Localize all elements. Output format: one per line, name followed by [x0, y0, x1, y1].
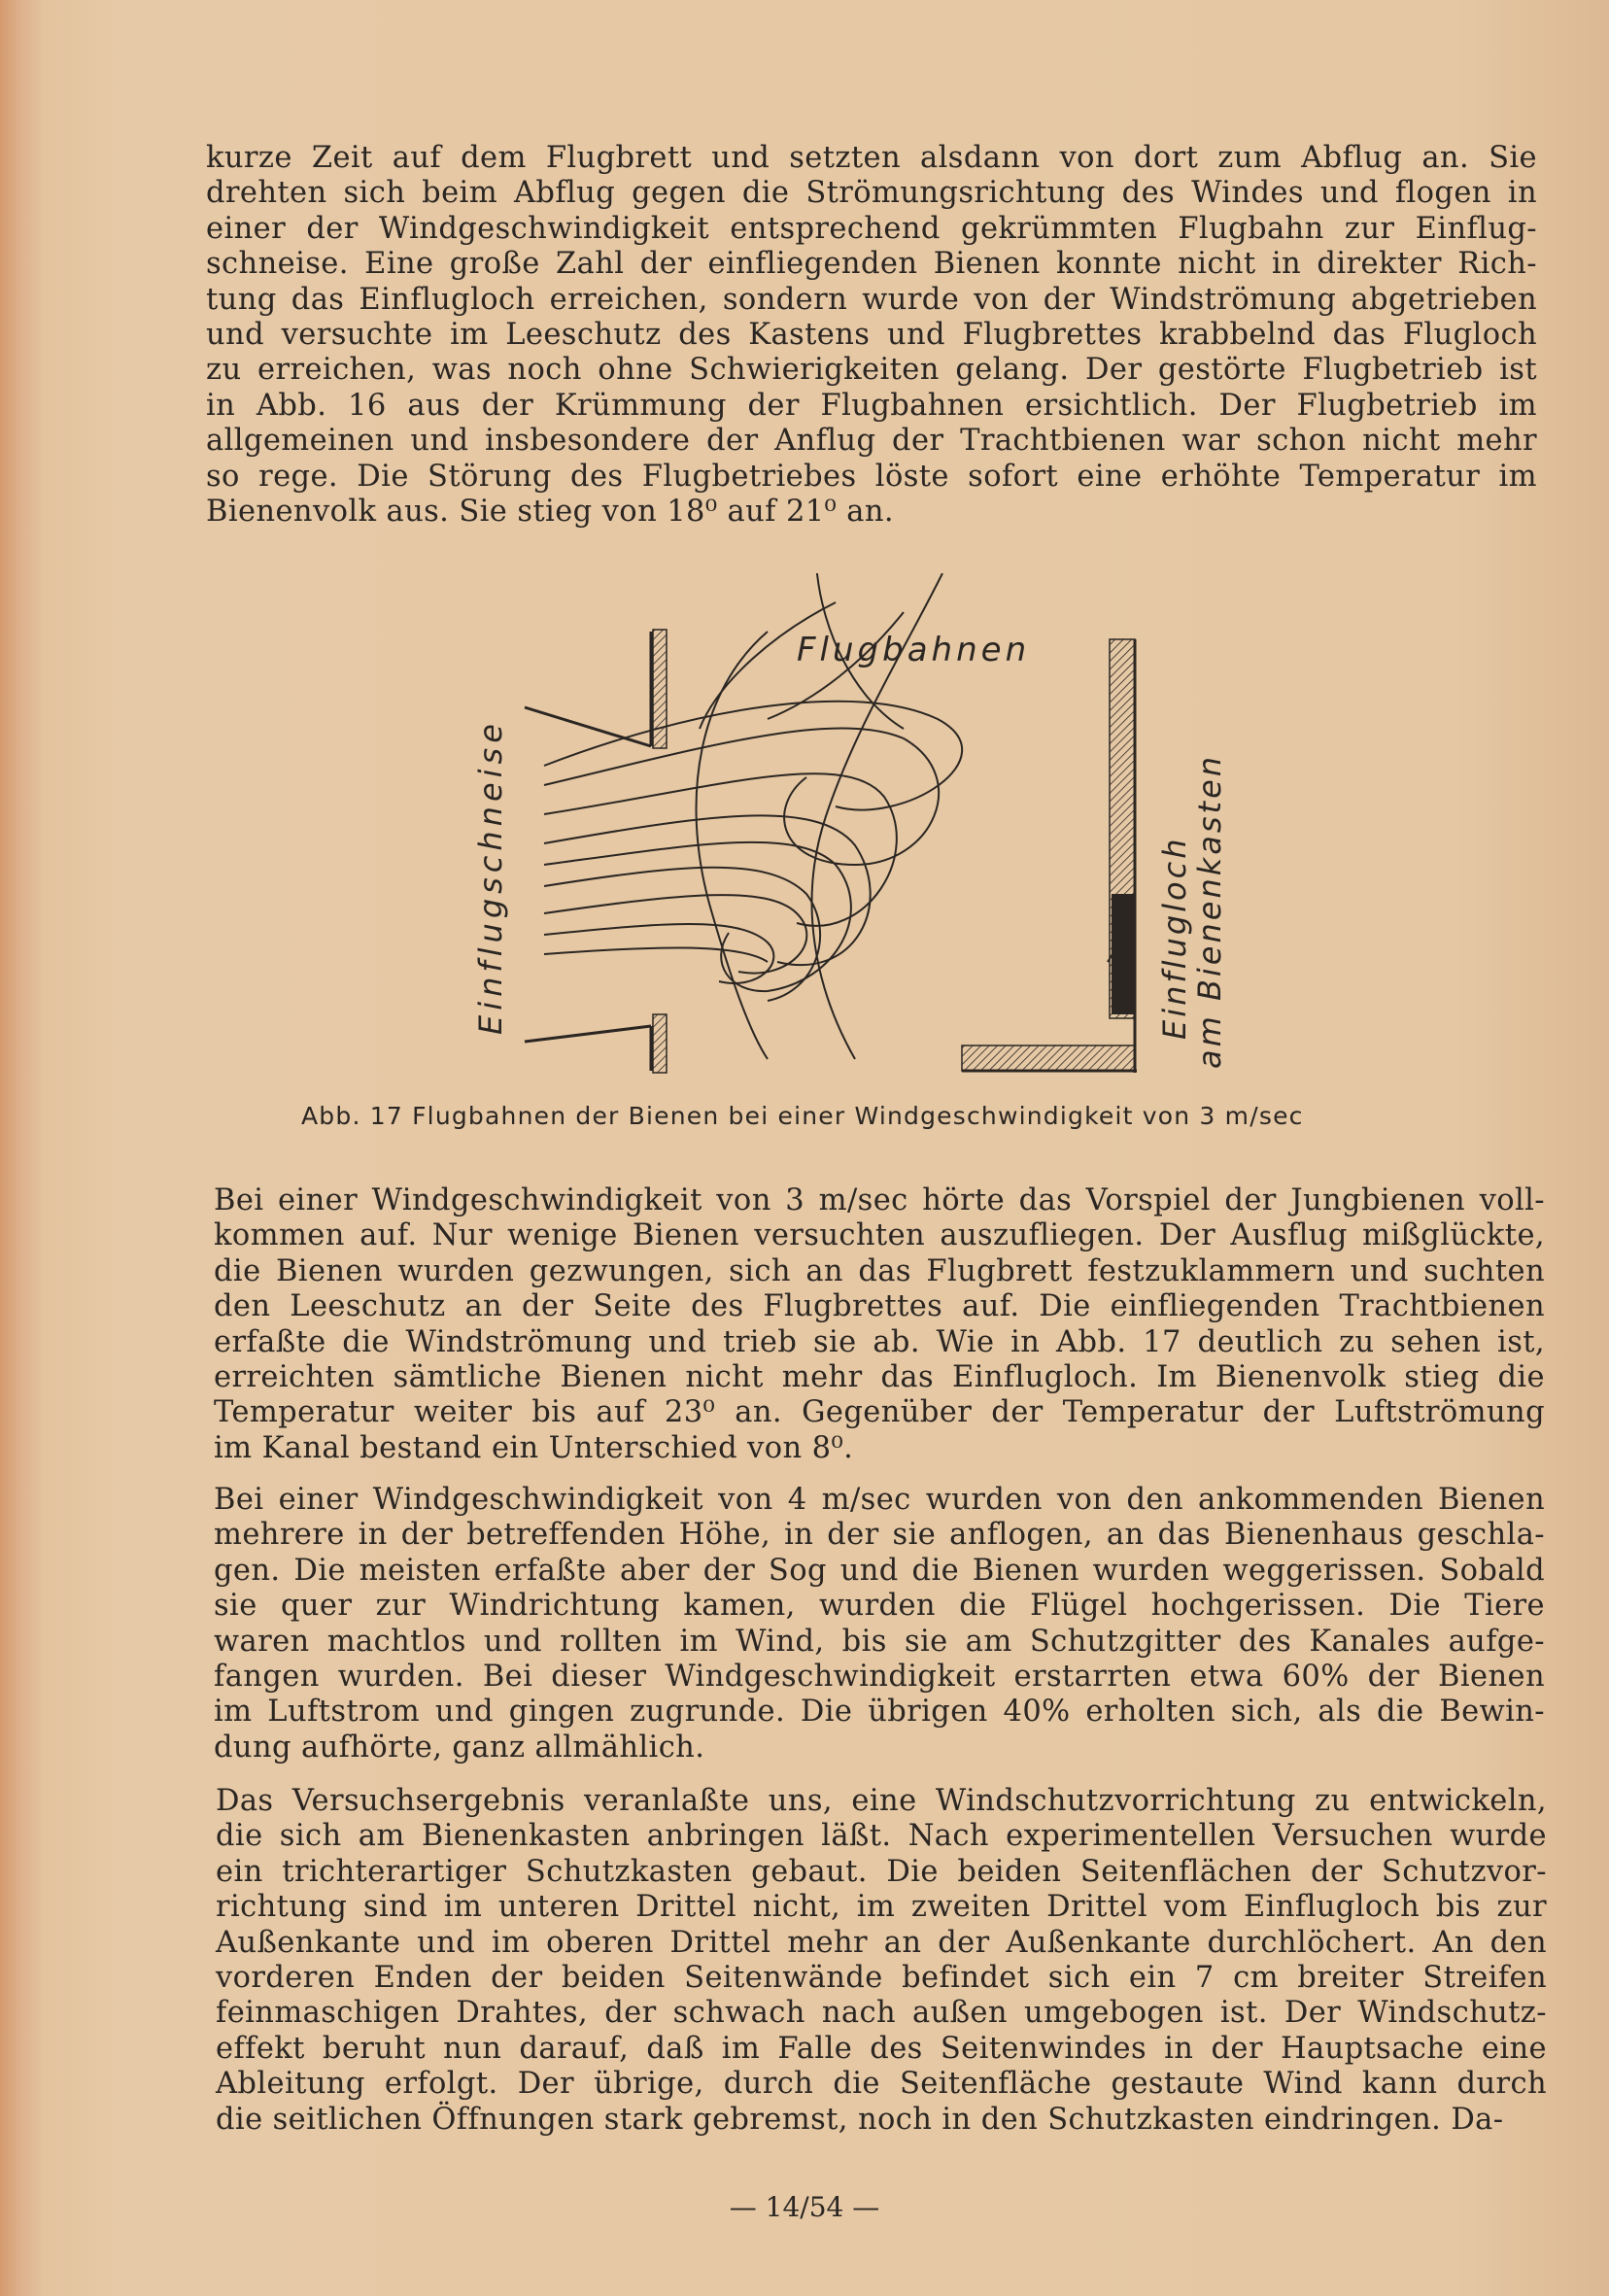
- text-line: so rege. Die Störung des Flugbetriebes löste sofort eine erhöhte Temperatur im: [206, 459, 1537, 494]
- text-line: Außenkante und im oberen Drittel mehr an der Außenkante durchlöchert. An den: [216, 1925, 1547, 1960]
- text-line: die seitlichen Öffnungen stark gebremst, noch in den Schutzkasten eindringen. Da-: [216, 2102, 1504, 2137]
- text-line: feinmaschigen Drahtes, der schwach nach außen umgebogen ist. Der Windschutz-: [216, 1996, 1547, 2031]
- text-line: erreichten sämtliche Bienen nicht mehr das Einflugloch. Im Bienenvolk stieg die: [214, 1360, 1545, 1395]
- text-line: ein trichterartiger Schutzkasten gebaut. Die beiden Seitenflächen der Schutzvor-: [216, 1854, 1547, 1889]
- text-line: drehten sich beim Abflug gegen die Strömungsrichtung des Windes und flogen in: [206, 176, 1537, 211]
- text-line: gen. Die meisten erfaßte aber der Sog und die Bienen wurden weggerissen. Sobald: [214, 1553, 1545, 1588]
- text-line: sie quer zur Windrichtung kamen, wurden die Flügel hochgerissen. Die Tiere: [214, 1589, 1545, 1624]
- text-line: richtung sind im unteren Drittel nicht, im zweiten Drittel vom Einflugloch bis zur: [216, 1890, 1547, 1925]
- text-line: die Bienen wurden gezwungen, sich an das Flugbrett festzuklammern und suchten: [214, 1253, 1545, 1288]
- text-line: Bienenvolk aus. Sie stieg von 18⁰ auf 21⁰ an.: [206, 495, 895, 530]
- text-line: effekt beruht nun darauf, daß im Falle des Seitenwindes in der Hauptsache eine: [216, 2031, 1547, 2066]
- text-line: Bei einer Windgeschwindigkeit von 3 m/sec hörte das Vorspiel der Jungbienen voll-: [214, 1183, 1545, 1217]
- paragraph-3: [214, 1483, 1545, 1765]
- text-line: allgemeinen und insbesondere der Anflug der Trachtbienen war schon nicht mehr: [206, 424, 1537, 459]
- flugbahnen-label: Flugbahnen: [797, 631, 1031, 669]
- paragraph-2: [214, 1183, 1545, 1466]
- text-line: Bei einer Windgeschwindigkeit von 4 m/sec wurden von den ankommenden Bienen: [214, 1483, 1545, 1517]
- einflugloch-label: Einflugloch: [1156, 836, 1193, 1040]
- text-line: die sich am Bienenkasten anbringen läßt. Nach experimentellen Versuchen wurde: [216, 1819, 1547, 1854]
- page-number: — 14/54 —: [729, 2191, 880, 2223]
- text-line: schneise. Eine große Zahl der einfliegenden Bienen konnte nicht in direkter Rich-: [206, 247, 1537, 282]
- text-line: Temperatur weiter bis auf 23⁰ an. Gegenüber der Temperatur der Luftströmung: [214, 1395, 1545, 1430]
- einflugschneise-label: Einflugschneise: [472, 719, 509, 1035]
- text-line: waren machtlos und rollten im Wind, bis sie am Schutzgitter des Kanales aufge-: [214, 1624, 1545, 1659]
- text-line: Ableitung erfolgt. Der übrige, durch die Seitenfläche gestaute Wind kann durch: [216, 2067, 1547, 2102]
- bienenkasten-label: am Bienenkasten: [1191, 753, 1228, 1069]
- text-line: in Abb. 16 aus der Krümmung der Flugbahnen ersichtlich. Der Flugbetrieb im: [206, 388, 1537, 423]
- text-line: im Luftstrom und gingen zugrunde. Die übrigen 40% erholten sich, als die Bewin-: [214, 1695, 1545, 1730]
- text-line: zu erreichen, was noch ohne Schwierigkeiten gelang. Der gestörte Flugbetrieb ist: [206, 353, 1537, 388]
- text-line: kommen auf. Nur wenige Bienen versuchten auszufliegen. Der Ausflug mißglückte,: [214, 1218, 1545, 1253]
- text-line: tung das Einflugloch erreichen, sondern wurde von der Windströmung abgetrieben: [206, 282, 1537, 317]
- text-line: dung aufhörte, ganz allmählich.: [214, 1730, 705, 1765]
- text-line: im Kanal bestand ein Unterschied von 8⁰.: [214, 1430, 854, 1465]
- paragraph-1: [206, 141, 1537, 530]
- text-line: fangen wurden. Bei dieser Windgeschwindigkeit erstarrten etwa 60% der Bienen: [214, 1660, 1545, 1695]
- left-upper-wall: [525, 630, 667, 748]
- bienenkasten-wall: [962, 639, 1137, 1073]
- left-lower-wall: [525, 1014, 667, 1073]
- text-line: erfaßte die Windströmung und trieb sie ab. Wie in Abb. 17 deutlich zu sehen ist,: [214, 1324, 1545, 1359]
- figure-flugbahnen-diagram: [447, 573, 1244, 1098]
- paragraph-4: [216, 1784, 1547, 2138]
- text-line: einer der Windgeschwindigkeit entsprechend gekrümmten Flugbahn zur Einflug-: [206, 211, 1537, 246]
- text-line: mehrere in der betreffenden Höhe, in der sie anflogen, an das Bienenhaus geschla-: [214, 1518, 1545, 1553]
- text-line: kurze Zeit auf dem Flugbrett und setzten alsdann von dort zum Abflug an. Sie: [206, 141, 1537, 175]
- figure-caption: Abb. 17 Flugbahnen der Bienen bei einer Windgeschwindigkeit von 3 m/sec: [301, 1102, 1304, 1130]
- text-line: den Leeschutz an der Seite des Flugbrettes auf. Die einfliegenden Trachtbienen: [214, 1289, 1545, 1324]
- text-line: und versuchte im Leeschutz des Kastens und Flugbrettes krabbelnd das Flugloch: [206, 318, 1537, 353]
- text-line: Das Versuchsergebnis veranlaßte uns, eine Windschutzvorrichtung zu entwickeln,: [216, 1784, 1547, 1818]
- text-line: vorderen Enden der beiden Seitenwände befindet sich ein 7 cm breiter Streifen: [216, 1961, 1547, 1996]
